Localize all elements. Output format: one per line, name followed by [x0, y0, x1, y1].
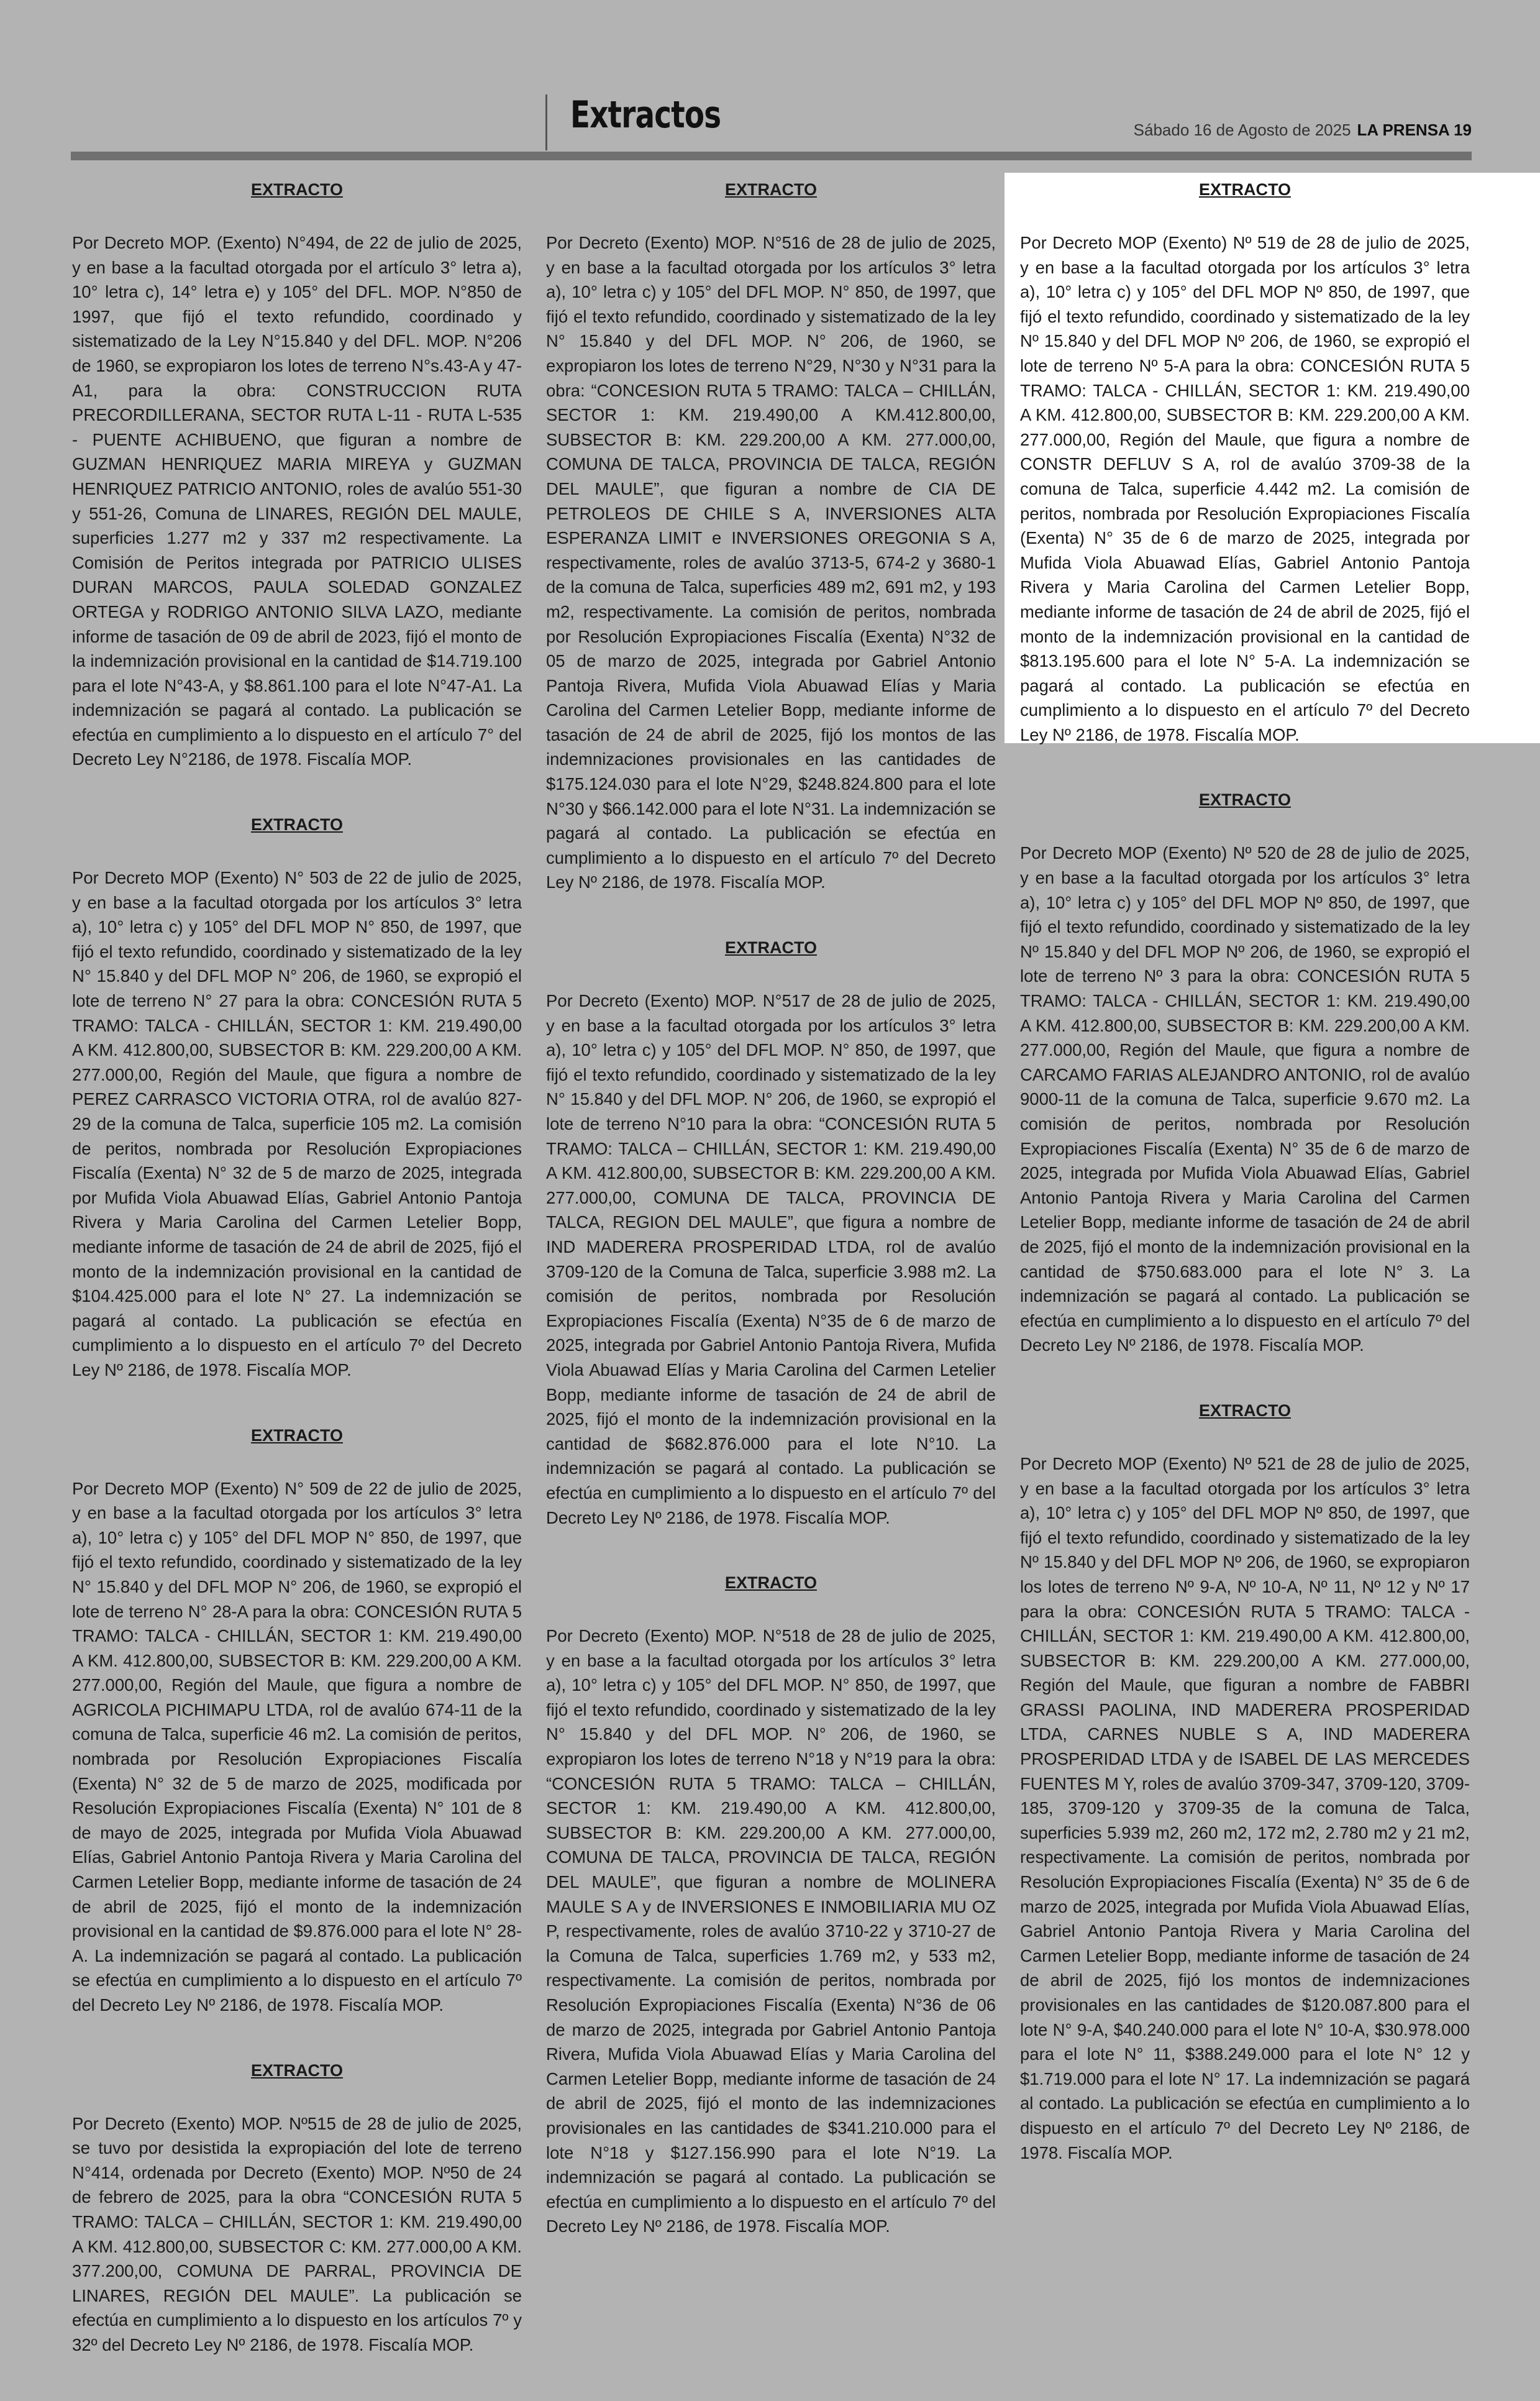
issue-date: Sábado 16 de Agosto de 2025	[1133, 121, 1351, 139]
extract-521	[1020, 1401, 1470, 2165]
extract-509	[72, 1426, 522, 2018]
extract-518	[546, 1573, 996, 2239]
extract-body: Por Decreto (Exento) MOP. Nº515 de 28 de julio de 2025, se tuvo por desistida la expropiación del lote de terreno N°414, ordenada por Decreto (Exento) MOP. Nº50 de 24 de febrero de 2025, para la obra “CONCESIÓN RUTA 5 TRAMO: TALCA – CHILLÁN, SECTOR 1: KM. 219.490,00 A KM. 412.800,00, SUBSECTOR C: KM. 277.000,00 A KM. 377.200,00, COMUNA DE PARRAL, PROVINCIA DE LINARES, REGIÓN DEL MAULE”. La publicación se efectúa en cumplimiento a lo dispuesto en los artículos 7º y 32º del Decreto Ley Nº 2186, de 1978. Fiscalía MOP.	[72, 2113, 522, 2354]
extract-body: Por Decreto MOP (Exento) Nº 521 de 28 de julio de 2025, y en base a la facultad otorgada por los artículos 3° letra a), 10° letra c) y 105° del DFL MOP Nº 850, de 1997, que fijó el texto refundido, coordinado y sistematizado de la ley Nº 15.840 y del DFL MOP Nº 206, de 1960, se expropiaron los lotes de terreno Nº 9-A, Nº 10-A, Nº 11, Nº 12 y Nº 17 para la obra: CONCESIÓN RUTA 5 TRAMO: TALCA - CHILLÁN, SECTOR 1: KM. 219.490,00 A KM. 412.800,00, SUBSECTOR B: KM. 229.200,00 A KM. 277.000,00, Región del Maule, que figuran a nombre de FABBRI GRASSI PAOLINA, IND MADERERA PROSPERIDAD LTDA, CARNES NUBLE S A, IND MADERERA PROSPERIDAD LTDA y de ISABEL DE LAS MERCEDES FUENTES M Y, roles de avalúo 3709-347, 3709-120, 3709-185, 3709-120 y 3709-35 de la comuna de Talca, superficies 5.939 m2, 260 m2, 172 m2, 2.780 m2 y 21 m2, respectivamente. La comisión de peritos, nombrada por Resolución Expropiaciones Fiscalía (Exenta) N° 35 de 6 de marzo de 2025, integrada por Mufida Viola Abuawad Elías, Gabriel Antonio Pantoja Rivera y Maria Carolina del Carmen Letelier Bopp, mediante informe de tasación de 24 de abril de 2025, fijó los montos de indemnizaciones provisionales en las cantidades de $120.087.800 para el lote N° 9-A, $40.240.000 para el lote N° 10-A, $30.978.000 para el lote N° 11, $388.249.000 para el lote N° 12 y $1.719.000 para el lote N° 17. La indemnización se pagará al contado. La publicación se efectúa en cumplimiento a lo dispuesto en el artículo 7º del Decreto Ley Nº 2186, de 1978. Fiscalía MOP.	[1020, 1453, 1470, 2162]
extract-heading: EXTRACTO	[724, 938, 817, 958]
extract-520	[1020, 790, 1470, 1357]
extract-heading: EXTRACTO	[1198, 790, 1291, 810]
extract-heading: EXTRACTO	[1198, 1401, 1291, 1420]
extract-516	[546, 180, 996, 895]
header-divider	[545, 94, 547, 150]
extract-body: Por Decreto (Exento) MOP. N°516 de 28 de julio de 2025, y en base a la facultad otorgada por los artículos 3° letra a), 10° letra c) y 105° del DFL MOP. N° 850, de 1997, que fijó el texto refundido, coordinado y sistematizado de la ley N° 15.840 y del DFL MOP. N° 206, de 1960, se expropiaron los lotes de terreno N°29, N°30 y N°31 para la obra: “CONCESION RUTA 5 TRAMO: TALCA – CHILLÁN, SECTOR 1: KM. 219.490,00 A KM.412.800,00, SUBSECTOR B: KM. 229.200,00 A KM. 277.000,00, COMUNA DE TALCA, PROVINCIA DE TALCA, REGIÓN DEL MAULE”, que figuran a nombre de CIA DE PETROLEOS DE CHILE S A, INVERSIONES ALTA ESPERANZA LIMIT e INVERSIONES OREGONIA S A, respectivamente, roles de avalúo 3713-5, 674-2 y 3680-1 de la comuna de Talca, superficies 489 m2, 691 m2, y 193 m2, respectivamente. La comisión de peritos, nombrada por Resolución Expropiaciones Fiscalía (Exenta) N°32 de 05 de marzo de 2025, integrada por Gabriel Antonio Pantoja Rivera, Mufida Viola Abuawad Elías y Maria Carolina del Carmen Letelier Bopp, mediante informe de tasación de 24 de abril de 2025, fijó los montos de las indemnizaciones provisionales en las cantidades de $175.124.030 para el lote N°29, $248.824.800 para el lote N°30 y $66.142.000 para el lote N°31. La indemnización se pagará al contado. La publicación se efectúa en cumplimiento a lo dispuesto en el artículo 7º del Decreto Ley Nº 2186, de 1978. Fiscalía MOP.	[546, 233, 996, 892]
page-header	[71, 93, 1472, 152]
column-1	[72, 175, 522, 2401]
extract-body: Por Decreto MOP (Exento) N° 503 de 22 de julio de 2025, y en base a la facultad otorgada por los artículos 3° letra a), 10° letra c) y 105° del DFL MOP N° 850, de 1997, que fijó el texto refundido, coordinado y sistematizado de la ley N° 15.840 y del DFL MOP N° 206, de 1960, se expropió el lote de terreno N° 27 para la obra: CONCESIÓN RUTA 5 TRAMO: TALCA - CHILLÁN, SECTOR 1: KM. 219.490,00 A KM. 412.800,00, SUBSECTOR B: KM. 229.200,00 A KM. 277.000,00, Región del Maule, que figura a nombre de PEREZ CARRASCO VICTORIA OTRA, rol de avalúo 827-29 de la comuna de Talca, superficie 105 m2. La comisión de peritos, nombrada por Resolución Expropiaciones Fiscalía (Exenta) N° 32 de 5 de marzo de 2025, integrada por Mufida Viola Abuawad Elías, Gabriel Antonio Pantoja Rivera y Maria Carolina del Carmen Letelier Bopp, mediante informe de tasación de 24 de abril de 2025, fijó el monto de la indemnización provisional en la cantidad de $104.425.000 para el lote N° 27. La indemnización se pagará al contado. La publicación se efectúa en cumplimiento a lo dispuesto en el artículo 7º del Decreto Ley Nº 2186, de 1978. Fiscalía MOP.	[72, 868, 522, 1379]
extract-body: Por Decreto MOP. (Exento) N°494, de 22 de julio de 2025, y en base a la facultad otorgada por el artículo 3° letra a), 10° letra c), 14° letra e) y 105° del DFL. MOP. N°850 de 1997, que fijó el texto refundido, coordinado y sistematizado de la Ley N°15.840 y del DFL. MOP. N°206 de 1960, se expropiaron los lotes de terreno N°s.43-A y 47-A1, para la obra: CONSTRUCCION RUTA PRECORDILLERANA, SECTOR RUTA L-11 - RUTA L-535 - PUENTE ACHIBUENO, que figuran a nombre de GUZMAN HENRIQUEZ MARIA MIREYA y GUZMAN HENRIQUEZ PATRICIO ANTONIO, roles de avalúo 551-30 y 551-26, Comuna de LINARES, REGIÓN DEL MAULE, superficies 1.277 m2 y 337 m2 respectivamente. La Comisión de Peritos integrada por PATRICIO ULISES DURAN MARCOS, PAULA SOLEDAD GONZALEZ ORTEGA y RODRIGO ANTONIO SILVA LAZO, mediante informe de tasación de 09 de abril de 2023, fijó el monto de la indemnización provisional en la cantidad de $14.719.100 para el lote N°43-A, y $8.861.100 para el lote N°47-A1. La indemnización se pagará al contado. La publicación se efectúa en cumplimiento a lo dispuesto en el artículo 7° del Decreto Ley N°2186, de 1978. Fiscalía MOP.	[72, 233, 522, 769]
paper-name-page: LA PRENSA 19	[1357, 121, 1472, 139]
extract-body: Por Decreto MOP (Exento) N° 509 de 22 de julio de 2025, y en base a la facultad otorgada por los artículos 3° letra a), 10° letra c) y 105° del DFL MOP N° 850, de 1997, que fijó el texto refundido, coordinado y sistematizado de la ley N° 15.840 y del DFL MOP N° 206, de 1960, se expropió el lote de terreno N° 28-A para la obra: CONCESIÓN RUTA 5 TRAMO: TALCA - CHILLÁN, SECTOR 1: KM. 219.490,00 A KM. 412.800,00, SUBSECTOR B: KM. 229.200,00 A KM. 277.000,00, Región del Maule, que figura a nombre de AGRICOLA PICHIMAPU LTDA, rol de avalúo 674-11 de la comuna de Talca, superficie 46 m2. La comisión de peritos, nombrada por Resolución Expropiaciones Fiscalía (Exenta) N° 32 de 5 de marzo de 2025, modificada por Resolución Expropiaciones Fiscalía (Exenta) N° 101 de 8 de mayo de 2025, integrada por Mufida Viola Abuawad Elías, Gabriel Antonio Pantoja Rivera y Maria Carolina del Carmen Letelier Bopp, mediante informe de tasación de 24 de abril de 2025, fijó el monto de la indemnización provisional en la cantidad de $9.876.000 para el lote N° 28-A. La indemnización se pagará al contado. La publicación se efectúa en cumplimiento a lo dispuesto en el artículo 7º del Decreto Ley Nº 2186, de 1978. Fiscalía MOP.	[72, 1478, 522, 2015]
extract-body: Por Decreto MOP (Exento) Nº 519 de 28 de julio de 2025, y en base a la facultad otorgada por los artículos 3° letra a), 10° letra c) y 105° del DFL MOP Nº 850, de 1997, que fijó el texto refundido, coordinado y sistematizado de la ley Nº 15.840 y del DFL MOP Nº 206, de 1960, se expropió el lote de terreno Nº 5-A para la obra: CONCESIÓN RUTA 5 TRAMO: TALCA - CHILLÁN, SECTOR 1: KM. 219.490,00 A KM. 412.800,00, SUBSECTOR B: KM. 229.200,00 A KM. 277.000,00, Región del Maule, que figura a nombre de CONSTR DEFLUV S A, rol de avalúo 3709-38 de la comuna de Talca, superficie 4.442 m2. La comisión de peritos, nombrada por Resolución Expropiaciones Fiscalía (Exenta) N° 35 de 6 de marzo de 2025, integrada por Mufida Viola Abuawad Elías, Gabriel Antonio Pantoja Rivera y Maria Carolina del Carmen Letelier Bopp, mediante informe de tasación de 24 de abril de 2025, fijó el monto de la indemnización provisional en la cantidad de $813.195.600 para el lote N° 5-A. La indemnización se pagará al contado. La publicación se efectúa en cumplimiento a lo dispuesto en el artículo 7º del Decreto Ley Nº 2186, de 1978. Fiscalía MOP.	[1020, 233, 1470, 744]
extract-517	[546, 938, 996, 1530]
extract-heading: EXTRACTO	[724, 1573, 817, 1593]
extract-494	[72, 180, 522, 772]
extract-heading: EXTRACTO	[724, 180, 817, 199]
header-rule	[71, 152, 1472, 160]
extract-body: Por Decreto (Exento) MOP. N°518 de 28 de julio de 2025, y en base a la facultad otorgada por los artículos 3° letra a), 10° letra c) y 105° del DFL MOP. N° 850, de 1997, que fijó el texto refundido, coordinado y sistematizado de la ley N° 15.840 y del DFL MOP. N° 206, de 1960, se expropiaron los lotes de terreno N°18 y N°19 para la obra: “CONCESIÓN RUTA 5 TRAMO: TALCA – CHILLÁN, SECTOR 1: KM. 219.490,00 A KM. 412.800,00, SUBSECTOR B: KM. 229.200,00 A KM. 277.000,00, COMUNA DE TALCA, PROVINCIA DE TALCA, REGIÓN DEL MAULE”, que figuran a nombre de MOLINERA MAULE S A y de INVERSIONES E INMOBILIARIA MU OZ P, respectivamente, roles de avalúo 3710-22 y 3710-27 de la Comuna de Talca, superficies 1.769 m2, y 533 m2, respectivamente. La comisión de peritos, nombrada por Resolución Expropiaciones Fiscalía (Exenta) N°36 de 06 de marzo de 2025, integrada por Gabriel Antonio Pantoja Rivera, Mufida Viola Abuawad Elías y Maria Carolina del Carmen Letelier Bopp, mediante informe de tasación de 24 de abril de 2025, fijó el monto de las indemnizaciones provisionales en las cantidades de $341.210.000 para el lote N°18 y $127.156.990 para el lote N°19. La indemnización se pagará al contado. La publicación se efectúa en cumplimiento a lo dispuesto en el artículo 7º del Decreto Ley Nº 2186, de 1978. Fiscalía MOP.	[546, 1626, 996, 2236]
dateline	[1134, 121, 1472, 140]
extract-519	[1020, 180, 1470, 747]
extract-heading: EXTRACTO	[250, 815, 343, 835]
extract-heading: EXTRACTO	[250, 2060, 343, 2080]
section-title: Extractos	[570, 93, 721, 137]
column-2	[546, 175, 996, 2282]
extract-body: Por Decreto MOP (Exento) Nº 520 de 28 de julio de 2025, y en base a la facultad otorgada por los artículos 3° letra a), 10° letra c) y 105° del DFL MOP Nº 850, de 1997, que fijó el texto refundido, coordinado y sistematizado de la ley Nº 15.840 y del DFL MOP Nº 206, de 1960, se expropió el lote de terreno Nº 3 para la obra: CONCESIÓN RUTA 5 TRAMO: TALCA - CHILLÁN, SECTOR 1: KM. 219.490,00 A KM. 412.800,00, SUBSECTOR B: KM. 229.200,00 A KM. 277.000,00, Región del Maule, que figura a nombre de CARCAMO FARIAS ALEJANDRO ANTONIO, rol de avalúo 9000-11 de la comuna de Talca, superficie 9.670 m2. La comisión de peritos, nombrada por Resolución Expropiaciones Fiscalía (Exenta) N° 35 de 6 de marzo de 2025, integrada por Mufida Viola Abuawad Elías, Gabriel Antonio Pantoja Rivera y Maria Carolina del Carmen Letelier Bopp, mediante informe de tasación de 24 de abril de 2025, fijó el monto de la indemnización provisional en la cantidad de $750.683.000 para el lote N° 3. La indemnización se pagará al contado. La publicación se efectúa en cumplimiento a lo dispuesto en el artículo 7º del Decreto Ley Nº 2186, de 1978. Fiscalía MOP.	[1020, 843, 1470, 1355]
extract-body: Por Decreto (Exento) MOP. N°517 de 28 de julio de 2025, y en base a la facultad otorgada por los artículos 3° letra a), 10° letra c) y 105° del DFL MOP. N° 850, de 1997, que fijó el texto refundido, coordinado y sistematizado de la ley N° 15.840 y del DFL MOP. N° 206, de 1960, se expropió el lote de terreno N°10 para la obra: “CONCESIÓN RUTA 5 TRAMO: TALCA – CHILLÁN, SECTOR 1: KM. 219.490,00 A KM. 412.800,00, SUBSECTOR B: KM. 229.200,00 A KM. 277.000,00, COMUNA DE TALCA, PROVINCIA DE TALCA, REGION DEL MAULE”, que figura a nombre de IND MADERERA PROSPERIDAD LTDA, rol de avalúo 3709-120 de la Comuna de Talca, superficie 3.988 m2. La comisión de peritos, nombrada por Resolución Expropiaciones Fiscalía (Exenta) N°35 de 6 de marzo de 2025, integrada por Gabriel Antonio Pantoja Rivera, Mufida Viola Abuawad Elías y Maria Carolina del Carmen Letelier Bopp, mediante informe de tasación de 24 de abril de 2025, fijó el monto de la indemnización provisional en la cantidad de $682.876.000 para el lote N°10. La indemnización se pagará al contado. La publicación se efectúa en cumplimiento a lo dispuesto en el artículo 7º del Decreto Ley Nº 2186, de 1978. Fiscalía MOP.	[546, 991, 996, 1527]
extract-515	[72, 2061, 522, 2358]
extract-heading: EXTRACTO	[250, 180, 343, 199]
extract-heading: EXTRACTO	[1198, 180, 1291, 199]
extract-heading: EXTRACTO	[250, 1425, 343, 1445]
column-3	[1020, 175, 1470, 2208]
extract-503	[72, 815, 522, 1382]
